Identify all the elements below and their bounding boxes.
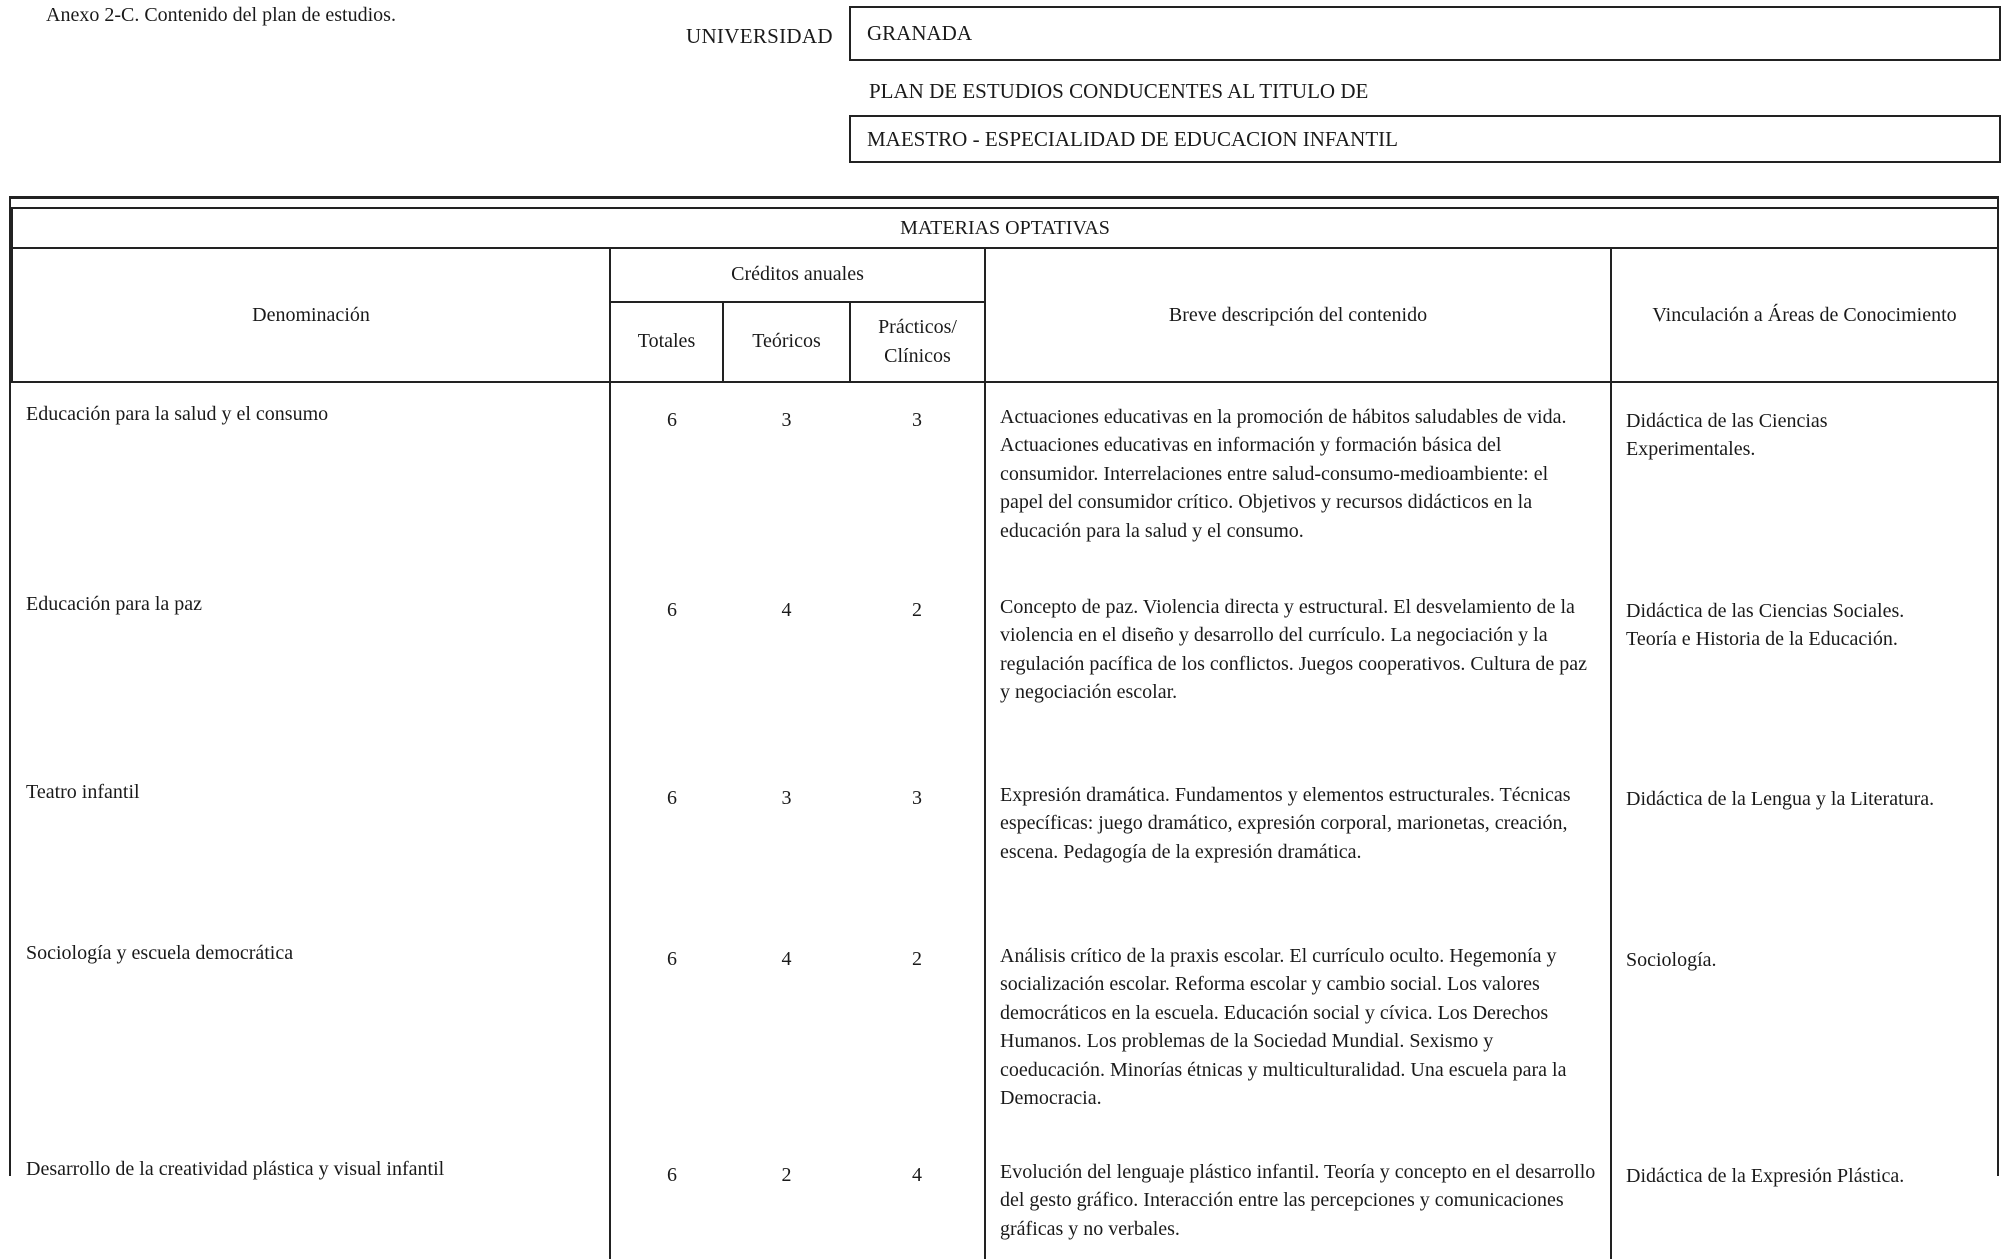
column-header-practice-line2: Clínicos (884, 344, 951, 367)
subject-name: Sociología y escuela democrática (12, 922, 610, 1138)
knowledge-area-line1: Didáctica de la Expresión Plástica. (1626, 1165, 1905, 1187)
university-name: GRANADA (867, 21, 972, 45)
credits-practice: 2 (912, 948, 922, 970)
column-header-practice-line1: Prácticos/ (878, 315, 957, 338)
subject-description: Concepto de paz. Violencia directa y estructural. El desvelamiento de la violencia en el diseño y desarrollo del currículo. La negociación y la regulación pacífica de los conflictos. Juegos cooperativos. Cultura de paz y negociación escolar. (985, 573, 1611, 761)
credits-total: 6 (667, 787, 677, 809)
degree-title-box (849, 115, 2001, 163)
subject-description: Análisis crítico de la praxis escolar. El currículo oculto. Hegemonía y socialización escolar. Reforma escolar y cambio social. Los valores democráticos en la escuela. Educación social y cívica. Los Derechos Humanos. Los problemas de la Sociedad Mundial. Sexismo y coeducación. Minorías étnicas y multiculturalidad. Una escuela para la Democracia. (985, 922, 1611, 1138)
knowledge-area-line1: Didáctica de la Lengua y la Literatura. (1626, 788, 1935, 810)
subject-name: Teatro infantil (12, 761, 610, 922)
column-header-areas: Vinculación a Áreas de Conocimiento (1611, 248, 1998, 382)
table-row (12, 382, 1998, 573)
annex-title: Anexo 2-C. Contenido del plan de estudios. (46, 4, 396, 26)
university-name-box (849, 6, 2001, 61)
table-caption: MATERIAS OPTATIVAS (12, 208, 1998, 248)
knowledge-area (1611, 382, 1998, 573)
subject-description: Actuaciones educativas en la promoción de hábitos saludables de vida. Actuaciones educativas en información y formación básica del consumidor. Interrelaciones entre salud-consumo-medioambiente: el papel del consumidor crítico. Objetivos y recursos didácticos en la educación para la salud y el consumo. (985, 382, 1611, 573)
knowledge-area (1611, 761, 1998, 922)
table-row (12, 761, 1998, 922)
knowledge-area-line1: Didáctica de las Ciencias (1626, 410, 1828, 432)
knowledge-area-line2: Experimentales. (1626, 438, 1756, 461)
credits-practice: 2 (912, 599, 922, 621)
credits-theory: 3 (781, 409, 792, 431)
optional-subjects-table (11, 207, 1999, 1259)
credits-theory: 3 (781, 787, 792, 809)
credits-total: 6 (667, 1164, 677, 1186)
column-header-practice (850, 302, 985, 382)
column-header-total: Totales (610, 302, 723, 382)
knowledge-area-line2: Teoría e Historia de la Educación. (1626, 628, 1898, 651)
credits-theory: 2 (781, 1164, 792, 1186)
credits-practice: 4 (912, 1164, 922, 1186)
subject-description: Evolución del lenguaje plástico infantil. Teoría y concepto en el desarrollo del gesto gráfico. Interacción entre las percepciones y comunicaciones gráficas y no verbales. (985, 1138, 1611, 1259)
column-header-theory: Teóricos (723, 302, 850, 382)
subject-name: Desarrollo de la creatividad plástica y visual infantil (12, 1138, 610, 1259)
knowledge-area-line1: Sociología. (1626, 949, 1717, 971)
table-row (12, 1138, 1998, 1259)
knowledge-area (1611, 573, 1998, 761)
column-header-name: Denominación (12, 248, 610, 382)
knowledge-area-line1: Didáctica de las Ciencias Sociales. (1626, 600, 1905, 622)
table-row (12, 922, 1998, 1138)
credits-total: 6 (667, 599, 677, 621)
credits-total: 6 (667, 948, 677, 970)
plan-label: PLAN DE ESTUDIOS CONDUCENTES AL TITULO DE (869, 79, 1369, 103)
credits-theory: 4 (781, 599, 792, 621)
subject-name: Educación para la salud y el consumo (12, 382, 610, 573)
subject-name: Educación para la paz (12, 573, 610, 761)
credits-total: 6 (667, 409, 677, 431)
credits-practice: 3 (912, 409, 922, 431)
table-row (12, 573, 1998, 761)
credits-practice: 3 (912, 787, 922, 809)
column-header-description: Breve descripción del contenido (985, 248, 1611, 382)
university-label: UNIVERSIDAD (686, 24, 833, 48)
knowledge-area (1611, 922, 1998, 1138)
credits-theory: 4 (781, 948, 792, 970)
degree-title: MAESTRO - ESPECIALIDAD DE EDUCACION INFANTIL (867, 126, 1398, 151)
knowledge-area (1611, 1138, 1998, 1259)
column-header-credits: Créditos anuales (610, 248, 985, 302)
subject-description: Expresión dramática. Fundamentos y elementos estructurales. Técnicas específicas: juego dramático, expresión corporal, marionetas, creación, escena. Pedagogía de la expresión dramática. (985, 761, 1611, 922)
